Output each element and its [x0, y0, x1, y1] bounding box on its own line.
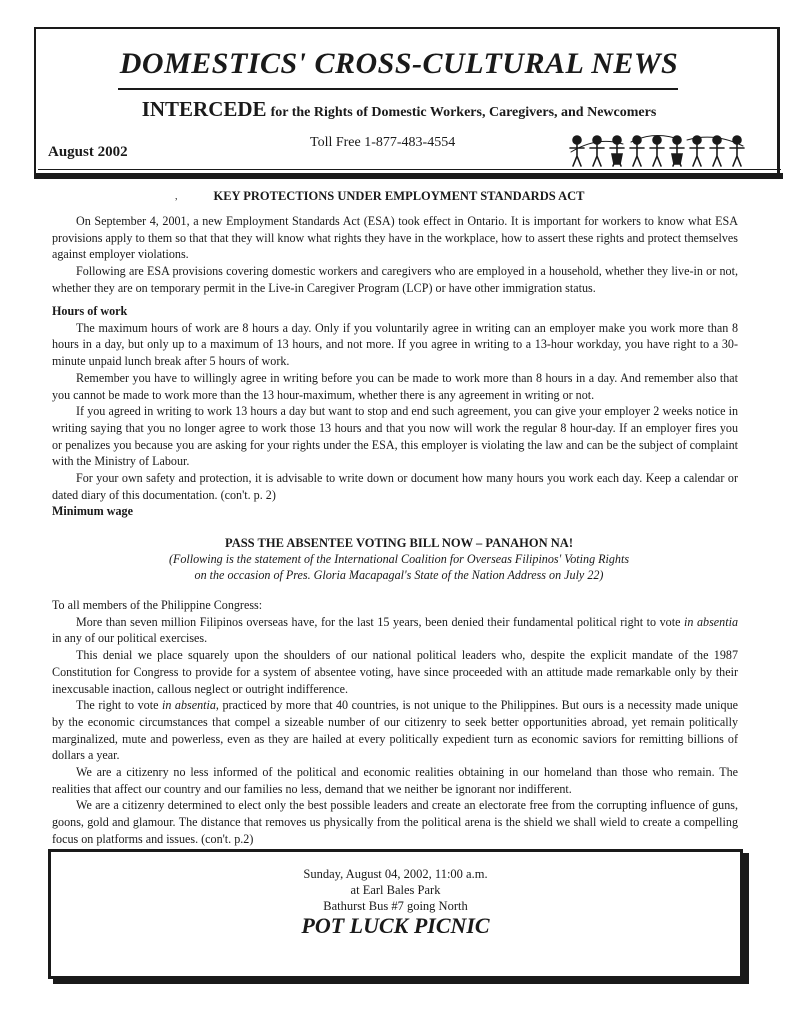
picnic-box-shadow: [743, 853, 749, 983]
people-holding-hands-icon: [567, 130, 747, 170]
organization-name: INTERCEDE: [141, 97, 267, 121]
article2-salutation: To all members of the Philippine Congress:: [52, 598, 263, 612]
text-run: , practiced by more that 40 countries, is not unique to the Philippines. But ours is a necessity made unique by the economic circumstances that compel a sizeable number of our citizenry to seek better opportunities abroad, yet remain politically marginalized, mute and powerless, even as they are hailed at every politically expedient turn as economic saviors for remitting billions of dollars a year.: [52, 698, 738, 763]
article1-heading: KEY PROTECTIONS UNDER EMPLOYMENT STANDARDS ACT: [213, 189, 585, 203]
organization-tagline: for the Rights of Domestic Workers, Caregivers, and Newcomers: [270, 105, 657, 120]
article1-paragraph: Remember you have to willingly agree in writing before you can be made to work more than 8 hours in a day. And remember also that you cannot be made to work more than the 13 hour-maximum, whether there is any agreement in writing or not.: [52, 370, 738, 402]
picnic-transit: Bathurst Bus #7 going North: [323, 899, 468, 913]
issue-date: August 2002: [48, 144, 128, 160]
article2-paragraph: We are a citizenry determined to elect only the best possible leaders and create an electorate free from the corrupting influence of guns, goons, gold and glamour. The distance that removes us physically from the political arena is the shield we shall wield to create a compelling focus on platforms and issues. (con't. p.2): [52, 798, 738, 846]
article2-note-line1: (Following is the statement of the International Coalition for Overseas Filipinos' Voting Rights: [168, 552, 630, 566]
organization-line: [0, 96, 798, 126]
newsletter-title: DOMESTICS' CROSS-CULTURAL NEWS: [119, 47, 679, 80]
text-run: in any of our political exercises.: [52, 631, 208, 646]
hours-of-work-subheading: Hours of work: [52, 304, 128, 318]
italic-phrase: in absentia: [684, 614, 738, 629]
article1-paragraph: If you agreed in writing to work 13 hours a day but want to stop and end such agreement, you can give your employer 2 weeks notice in writing saying that you no longer agree to work those 13 hours and that you now will work the regular 8 hour-day. If an employer fires you or penalizes you because you are asking for your rights under the ESA, this employer is violating the law and can be the subject of complaint with the Ministry of Labour.: [52, 404, 738, 469]
article2-paragraph: [52, 614, 738, 647]
article2-paragraph: [52, 697, 738, 764]
picnic-title: POT LUCK PICNIC: [301, 913, 490, 938]
text-run: The right to vote: [76, 698, 162, 713]
title-underline: [118, 88, 678, 90]
article2-paragraph: We are a citizenry no less informed of the political and economic realities obtaining in our homeland than those who remain. The realities that affect our country and our families no less, demand that we neither be ignorant nor indifferent.: [52, 765, 738, 796]
article1-paragraph: For your own safety and protection, it is advisable to write down or document how many hours you work each day. Keep a calendar or dated diary of this documentation. (con't. p. 2): [52, 471, 738, 502]
picnic-box-shadow: [53, 979, 749, 984]
article1-paragraph: On September 4, 2001, a new Employment Standards Act (ESA) took effect in Ontario. It is important for workers to know what ESA provisions apply to them so that that they will know what rights they have in the workplace, how to assert these rights and protect themselves against employer violations.: [52, 214, 738, 262]
picnic-date-time: Sunday, August 04, 2002, 11:00 a.m.: [303, 867, 488, 881]
italic-phrase: in absentia: [161, 698, 216, 713]
article1-paragraph: Following are ESA provisions covering domestic workers and caregivers who are employed in a household, whether they live-in or not, whether they are on temporary permit in the Live-in Caregiver Program (LCP) or have other immigration status.: [52, 264, 738, 295]
minimum-wage-subheading: Minimum wage: [52, 504, 133, 519]
article2-heading: PASS THE ABSENTEE VOTING BILL NOW – PANAHON NA!: [225, 536, 573, 550]
article1-intro: [52, 213, 738, 297]
article2-body: [52, 597, 738, 848]
article2-paragraph: This denial we place squarely upon the shoulders of our national political leaders who, despite the explicit mandate of the 1987 Constitution for Congress to provide for a system of absentee voting, have since proceeded with an attitude made remarkable only by their inexcusable inaction, callous neglect or outright indifference.: [52, 648, 738, 696]
picnic-location: at Earl Bales Park: [350, 883, 441, 897]
article2-note-line2: on the occasion of Pres. Gloria Macapagal's State of the Nation Address on July 22): [194, 568, 604, 582]
text-run: More than seven million Filipinos overseas have, for the last 15 years, been denied their fundamental political right to vote: [76, 614, 685, 629]
article1-paragraph: The maximum hours of work are 8 hours a day. Only if you voluntarily agree in writing can an employer make you work more than 8 hours in a day, but only up to a maximum of 13 hours, and not more. If you agree in writing to a 13-hour workday, you have right to a 30-minute unpaid lunch break after 5 hours of work.: [52, 320, 738, 369]
masthead-base-rule: [34, 173, 783, 179]
toll-free-number: Toll Free 1-877-483-4554: [310, 135, 456, 150]
stray-mark: ,: [175, 191, 178, 202]
article1-hours-section: [52, 303, 738, 520]
